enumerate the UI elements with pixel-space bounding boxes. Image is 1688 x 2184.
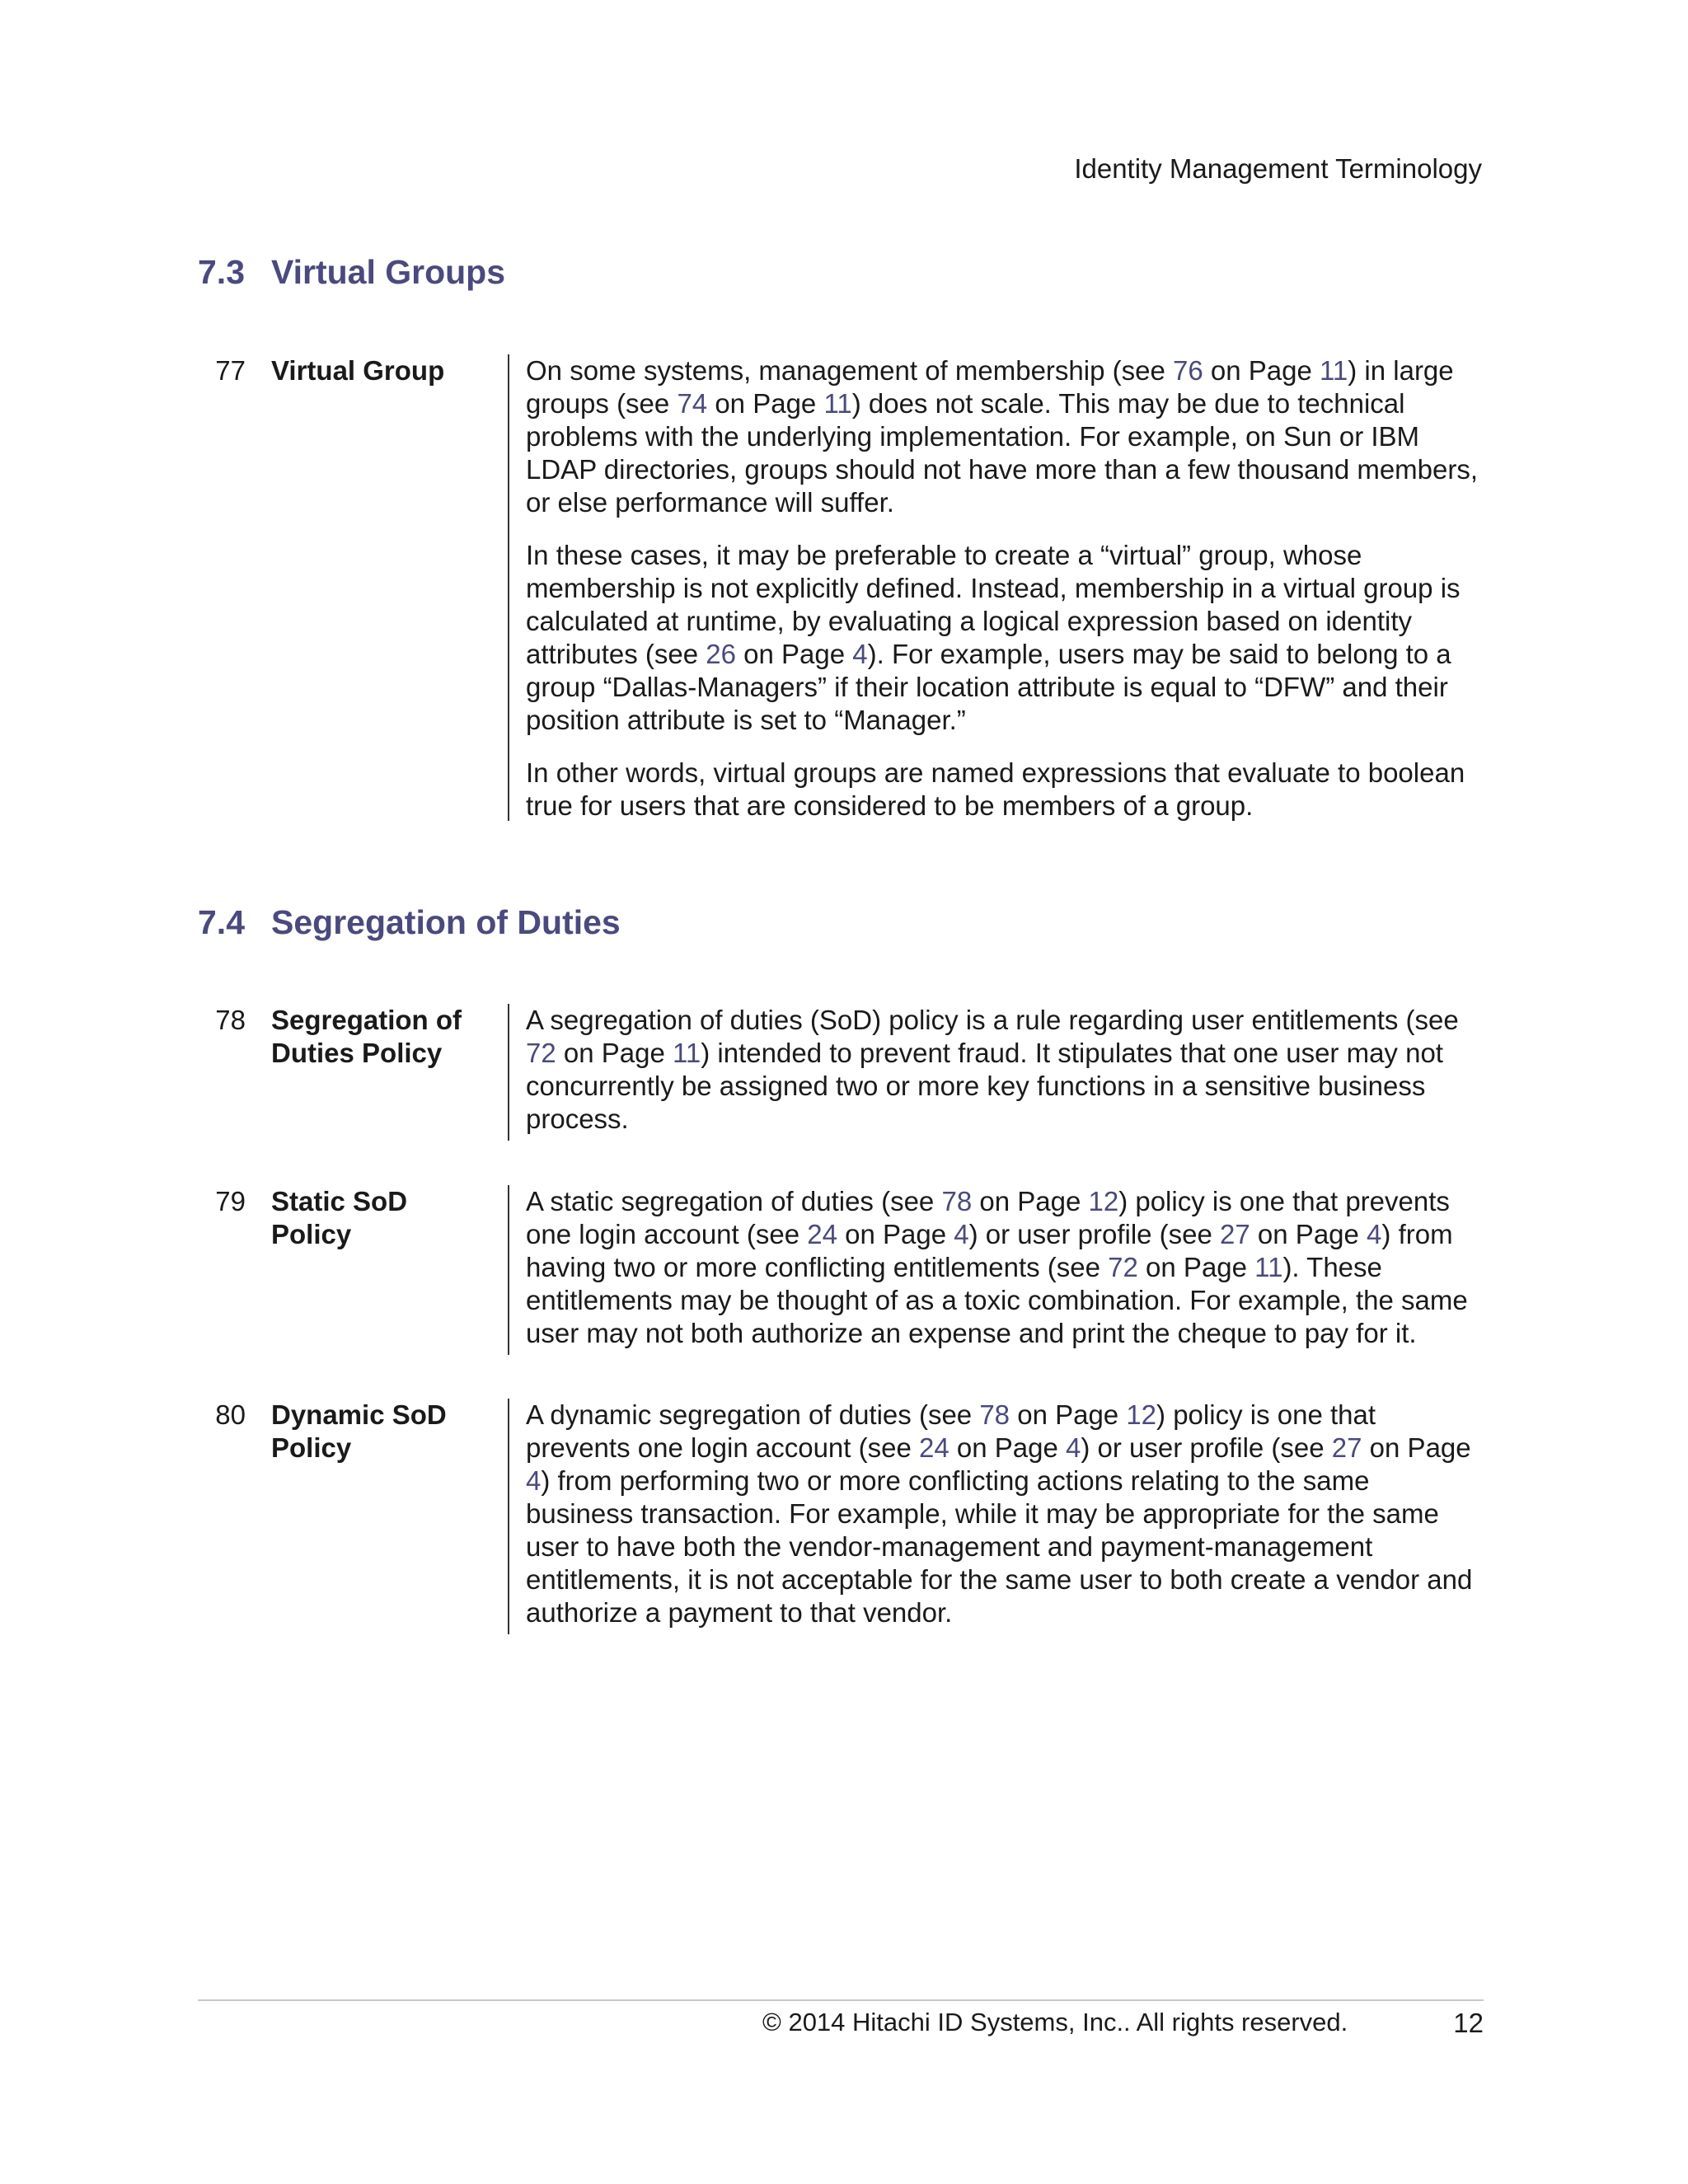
entry-term: Dynamic SoD Policy <box>271 1399 447 1463</box>
paragraph-text: ) or user profile (see <box>968 1219 1221 1249</box>
cross-reference-link[interactable]: 11 <box>1319 355 1348 386</box>
paragraph-text: A segregation of duties (SoD) policy is a rule regarding user entitlements (see <box>526 1005 1459 1035</box>
cross-reference-link[interactable]: 27 <box>1220 1219 1250 1249</box>
entry-body <box>508 1004 1482 1141</box>
entry-number: 80 <box>215 1399 246 1430</box>
paragraph-text: ) policy is one that prevents one login account (see <box>526 1186 1450 1249</box>
glossary-entry-80 <box>198 1399 1484 1634</box>
paragraph-text: ) does not scale. This may be due to technical problems with the underlying implementation. For example, on Sun or IBM LDAP directories, groups should not have more than a few thousand members, or else performance will suffer. <box>526 388 1479 518</box>
paragraph-text: on Page <box>1137 1252 1255 1282</box>
cross-reference-link[interactable]: 12 <box>1126 1399 1157 1430</box>
paragraph-text: on Page <box>556 1038 673 1068</box>
paragraph-text: on Page <box>1203 355 1320 386</box>
entry-paragraph <box>526 354 1482 519</box>
glossary-entry-77 <box>198 354 1484 821</box>
entry-paragraph <box>526 1185 1482 1350</box>
cross-reference-link[interactable]: 26 <box>706 639 736 669</box>
section-heading-segregation-of-duties <box>198 903 621 942</box>
paragraph-text: on Page <box>837 1219 954 1249</box>
entry-body <box>508 1185 1482 1355</box>
entry-term: Virtual Group <box>271 355 445 386</box>
paragraph-text: In other words, virtual groups are named expressions that evaluate to boolean true for users that are considered to be members of a group. <box>526 757 1465 821</box>
section-number: 7.3 <box>198 253 245 291</box>
cross-reference-link[interactable]: 11 <box>1254 1252 1283 1282</box>
cross-reference-link[interactable]: 4 <box>1065 1432 1081 1463</box>
paragraph-text: on Page <box>972 1186 1089 1216</box>
paragraph-text: ). These entitlements may be thought of as a toxic combination. For example, the same user may not both authorize an expense and print the cheque to pay for it. <box>526 1252 1468 1348</box>
cross-reference-link[interactable]: 72 <box>526 1038 556 1068</box>
paragraph-text: On some systems, management of membership (see <box>526 355 1173 386</box>
cross-reference-link[interactable]: 76 <box>1172 355 1203 386</box>
cross-reference-link[interactable]: 74 <box>677 388 708 419</box>
entry-number: 77 <box>215 355 246 386</box>
entry-paragraph <box>526 1004 1482 1136</box>
entry-number: 79 <box>215 1186 246 1216</box>
cross-reference-link[interactable]: 24 <box>918 1432 950 1463</box>
paragraph-text: on Page <box>949 1432 1066 1463</box>
cross-reference-link[interactable]: 78 <box>979 1399 1010 1430</box>
cross-reference-link[interactable]: 24 <box>807 1219 837 1249</box>
cross-reference-link[interactable]: 72 <box>1108 1252 1138 1282</box>
cross-reference-link[interactable]: 11 <box>673 1038 701 1068</box>
paragraph-text: ) policy is one that prevents one login account (see <box>526 1399 1376 1463</box>
glossary-entry-79 <box>198 1185 1484 1355</box>
entry-term: Static SoD Policy <box>271 1186 408 1249</box>
paragraph-text: In these cases, it may be preferable to create a “virtual” group, whose membership is not explicitly defined. Instead, membership in a virtual group is calculated at runtime, by evaluating a logical expression based on identity attributes (see <box>526 540 1461 669</box>
paragraph-text: on Page <box>736 639 853 669</box>
cross-reference-link[interactable]: 4 <box>1367 1219 1382 1249</box>
paragraph-text: ) or user profile (see <box>1081 1432 1332 1463</box>
running-header: Identity Management Terminology <box>1074 153 1482 184</box>
paragraph-text: A static segregation of duties (see <box>526 1186 942 1216</box>
entry-paragraph <box>526 1399 1482 1629</box>
footer-page-number: 12 <box>1453 2008 1484 2038</box>
section-heading-virtual-groups <box>198 253 505 292</box>
entry-paragraph <box>526 757 1482 823</box>
footer-copyright: © 2014 Hitachi ID Systems, Inc.. All rights reserved. <box>762 2008 1348 2036</box>
section-number: 7.4 <box>198 903 245 941</box>
paragraph-text: ) from performing two or more conflicting actions relating to the same business transaction. For example, while it may be appropriate for the same user to have both the vendor-management and payment-management entitlements, it is not acceptable for the same user to both create a vendor and authorize a payment to that vendor. <box>526 1465 1473 1628</box>
paragraph-text: on Page <box>707 388 824 419</box>
paragraph-text: ). For example, users may be said to belong to a group “Dallas-Managers” if their location attribute is equal to “DFW” and their position attribute is set to “Manager.” <box>526 639 1451 735</box>
cross-reference-link[interactable]: 4 <box>526 1465 542 1496</box>
entry-number: 78 <box>215 1005 246 1035</box>
entry-paragraph <box>526 539 1482 737</box>
paragraph-text: A dynamic segregation of duties (see <box>526 1399 980 1430</box>
cross-reference-link[interactable]: 78 <box>941 1186 973 1216</box>
entry-body <box>508 1399 1482 1634</box>
cross-reference-link[interactable]: 12 <box>1088 1186 1119 1216</box>
entry-body <box>508 354 1482 821</box>
glossary-entry-78 <box>198 1004 1484 1141</box>
section-title: Segregation of Duties <box>271 903 621 941</box>
paragraph-text: ) from having two or more conflicting entitlements (see <box>526 1219 1453 1282</box>
paragraph-text: on Page <box>1250 1219 1367 1249</box>
paragraph-text: ) in large groups (see <box>526 355 1454 419</box>
entry-term: Segregation of Duties Policy <box>271 1005 462 1068</box>
cross-reference-link[interactable]: 4 <box>852 639 868 669</box>
cross-reference-link[interactable]: 11 <box>823 388 852 419</box>
section-title: Virtual Groups <box>271 253 506 291</box>
paragraph-text: on Page <box>1362 1432 1471 1463</box>
cross-reference-link[interactable]: 27 <box>1331 1432 1362 1463</box>
paragraph-text: ) intended to prevent fraud. It stipulates that one user may not concurrently be assigned two or more key functions in a sensitive business process. <box>526 1038 1443 1134</box>
cross-reference-link[interactable]: 4 <box>954 1219 969 1249</box>
footer-rule <box>198 1999 1484 2001</box>
paragraph-text: on Page <box>1010 1399 1127 1430</box>
